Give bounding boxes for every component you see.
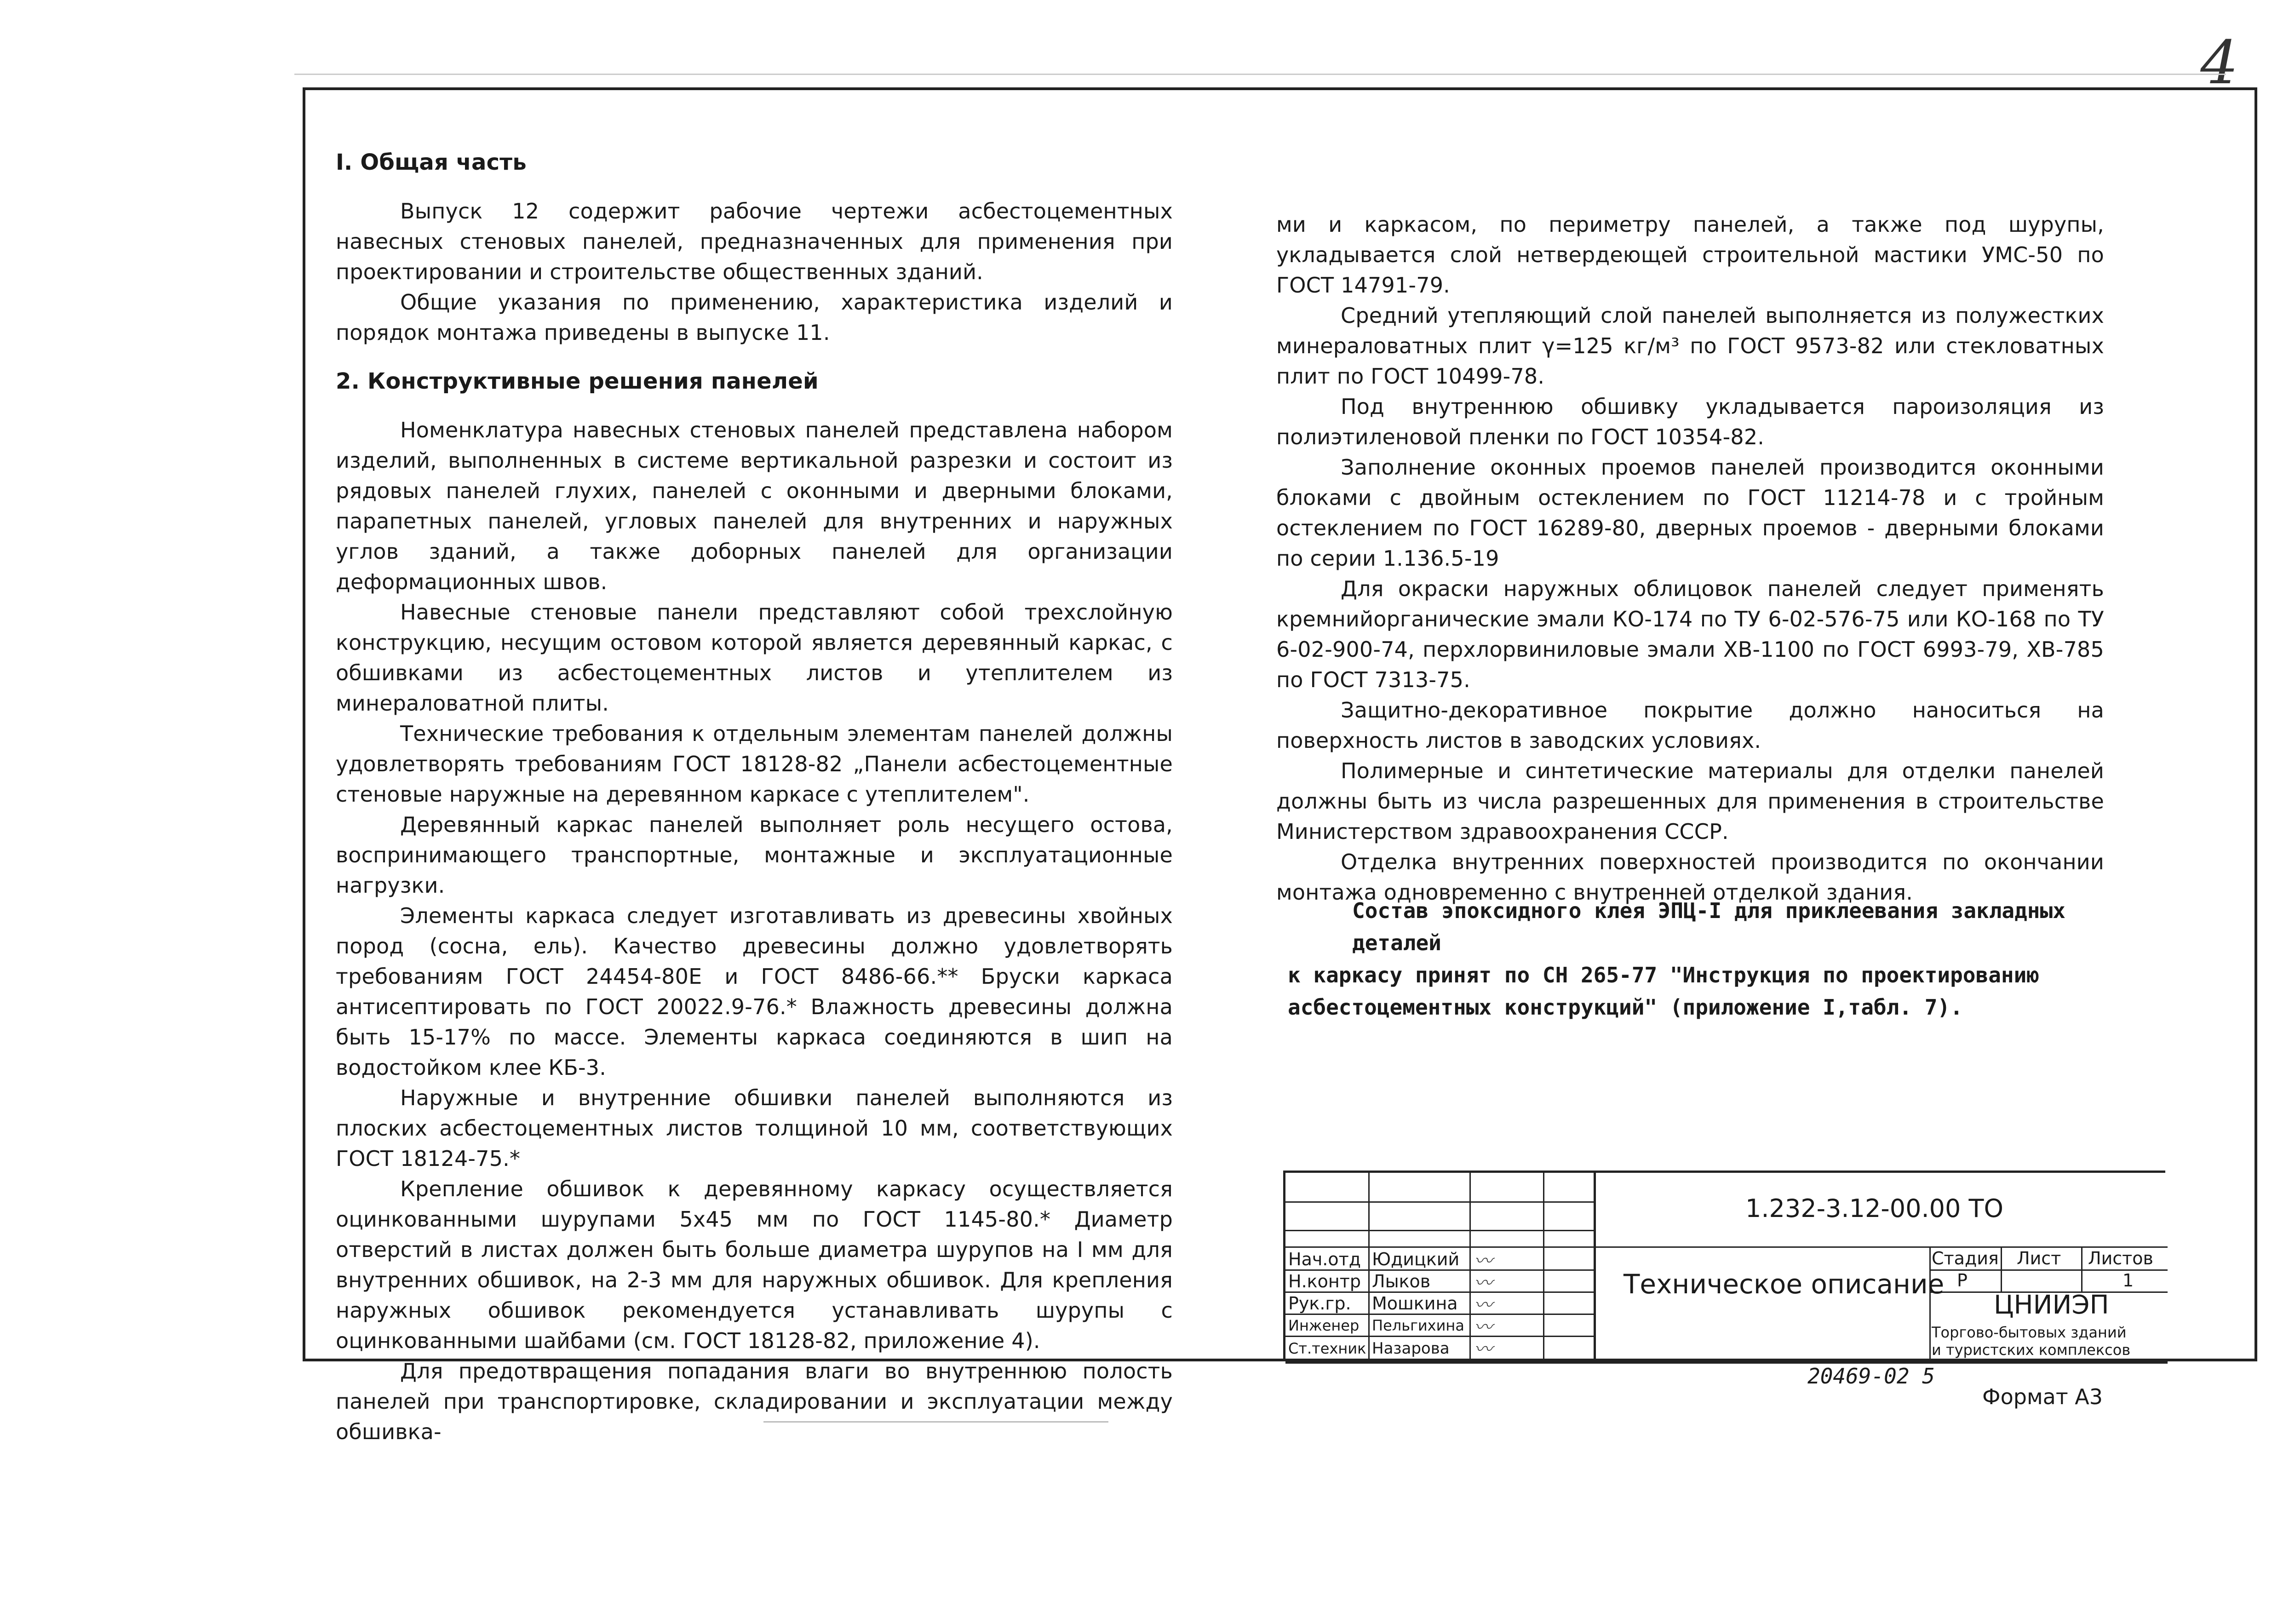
signature-icon: 〰: [1474, 1251, 1492, 1272]
glue-note-line: асбестоцементных конструкций" (приложение I,табл. 7).: [1288, 995, 1963, 1020]
paragraph: Средний утепляющий слой панелей выполняется из полужестких минераловатных плит γ=125 кг/м³ по ГОСТ 9573-82 или стекловатных плит по ГОСТ 10499-78.: [1276, 303, 2104, 389]
scan-artifact-line: [294, 74, 2226, 75]
person-name: Мошкина: [1372, 1293, 1458, 1314]
format-label: Формат А3: [1982, 1384, 2103, 1409]
role-label: Н.контр: [1288, 1271, 1361, 1291]
paragraph: Для окраски наружных облицовок панелей следует применять кремнийорганические эмали КО-174 по ТУ 6-02-576-75 или КО-168 по ТУ 6-02-900-74, перхлорвиниловые эмали ХВ-1100 по ГОСТ 6993-79, ХВ-785 по ГОСТ 7313-75.: [1276, 576, 2104, 692]
signature-icon: 〰: [1474, 1273, 1492, 1294]
paragraph: Полимерные и синтетические материалы для отделки панелей должны быть из числа разрешенных для применения в строительстве Министерством здравоохранения СССР.: [1276, 758, 2104, 844]
paragraph: Крепление обшивок к деревянному каркасу осуществляется оцинкованными шурупами 5х45 мм по ГОСТ 1145-80.* Диаметр отверстий в листах должен быть больше диаметра шурупов на I мм для внутренних обшивок, на 2-3 мм для наружных обшивок. Для крепления наружных обшивок рекомендуется устанавливать шурупы с оцинкованными шайбами (см. ГОСТ 18128-82, приложение 4).: [336, 1176, 1173, 1353]
document-code: 1.232-3.12-00.00 ТО: [1745, 1194, 2004, 1223]
person-name: Назарова: [1372, 1339, 1450, 1358]
paragraph: Номенклатура навесных стеновых панелей представлена набором изделий, выполненных в системе вертикальной разрезки и состоит из рядовых панелей глухих, панелей с оконными и дверными блоками, парапетных панелей, угловых панелей для внутренних и наружных углов зданий, а также доборных панелей для организации деформационных швов.: [336, 418, 1173, 594]
glue-note-line: к каркасу принят по СН 265-77 "Инструкция по проектированию: [1288, 963, 2039, 987]
sheet-label: Лист: [2017, 1248, 2061, 1268]
role-label: Ст.техник: [1288, 1340, 1366, 1357]
person-name: Лыков: [1372, 1271, 1431, 1291]
organization-name: ЦНИИЭП: [1994, 1290, 2109, 1320]
paragraph: Элементы каркаса следует изготавливать из древесины хвойных пород (сосна, ель). Качество древесины должно удовлетворять требованиям ГОСТ 24454-80Е и ГОСТ 8486-66.** Бруски каркаса антисептировать по ГОСТ 20022.9-76.* Влажность древесины должна быть 15-17% по массе. Элементы каркаса соединяются в шип на водостойком клее КБ-3.: [336, 903, 1173, 1080]
paragraph: Для предотвращения попадания влаги во внутреннюю полость панелей при транспортировке, складировании и эксплуатации между обшивка-: [336, 1359, 1173, 1444]
left-column: [336, 147, 1173, 1447]
paragraph: Отделка внутренних поверхностей производится по окончании монтажа одновременно с внутренней отделкой здания.: [1276, 849, 2104, 905]
role-label: Инженер: [1288, 1317, 1360, 1334]
heading-constructive: 2. Конструктивные решения панелей: [336, 368, 819, 394]
paragraph: Выпуск 12 содержит рабочие чертежи асбестоцементных навесных стеновых панелей, предназначенных для применения при проектировании и строительстве общественных зданий.: [336, 199, 1173, 284]
signature-icon: 〰: [1474, 1317, 1492, 1338]
signature-icon: 〰: [1474, 1339, 1492, 1360]
organization-subtitle: и туристских комплексов: [1932, 1341, 2131, 1359]
paragraph: Деревянный каркас панелей выполняет роль несущего остова, воспринимающего транспортные, монтажные и эксплуатационные нагрузки.: [336, 812, 1173, 898]
person-name: Юдицкий: [1372, 1249, 1460, 1269]
heading-general: I. Общая часть: [336, 149, 527, 175]
glue-note-line: Состав эпоксидного клея ЭПЦ-I для приклеевания закладных деталей: [1352, 898, 2065, 955]
paragraph: Защитно-декоративное покрытие должно наноситься на поверхность листов в заводских условиях.: [1276, 698, 2104, 753]
glue-note: [1288, 895, 2134, 1023]
organization-subtitle: Торгово-бытовых зданий: [1932, 1324, 2127, 1341]
paragraph: Заполнение оконных проемов панелей производится оконными блоками с двойным остеклением по ГОСТ 11214-78 и с тройным остеклением по ГОСТ 16289-80, дверных проемов - дверными блоками по серии 1.136.5-19: [1276, 455, 2104, 571]
paragraph: Навесные стеновые панели представляют собой трехслойную конструкцию, несущим остовом которой является деревянный каркас, с обшивками из асбестоцементных листов и утеплителем из минераловатной плиты.: [336, 600, 1173, 716]
paragraph: Под внутреннюю обшивку укладывается пароизоляция из полиэтиленовой пленки по ГОСТ 10354-82.: [1276, 394, 2104, 449]
paragraph: Технические требования к отдельным элементам панелей должны удовлетворять требованиям ГОСТ 18128-82 „Панели асбестоцементные стеновые наружные на деревянном каркасе с утеплителем".: [336, 721, 1173, 807]
paragraph: ми и каркасом, по периметру панелей, а также под шурупы, укладывается слой нетвердеющей строительной мастики УМС-50 по ГОСТ 14791-79.: [1276, 212, 2104, 298]
sheets-value: 1: [2123, 1270, 2134, 1291]
page-mark: 4: [2200, 28, 2238, 98]
stage-label: Стадия: [1932, 1248, 1999, 1268]
role-label: Нач.отд: [1288, 1249, 1361, 1269]
stage-value: Р: [1957, 1270, 1968, 1291]
role-label: Рук.гр.: [1288, 1293, 1351, 1314]
person-name: Пельгихина: [1372, 1317, 1464, 1334]
paragraph: Наружные и внутренние обшивки панелей выполняются из плоских асбестоцементных листов толщиной 10 мм, соответствующих ГОСТ 18124-75.*: [336, 1085, 1173, 1171]
paragraph: Общие указания по применению, характеристика изделий и порядок монтажа приведены в выпуске 11.: [336, 290, 1173, 345]
signature-icon: 〰: [1474, 1295, 1492, 1316]
scan-artifact-line: [763, 1421, 1108, 1423]
document-title: Техническое описание: [1624, 1268, 1945, 1300]
right-column: [1276, 209, 2104, 907]
sheets-label: Листов: [2088, 1248, 2153, 1268]
title-block: [1283, 1171, 2165, 1361]
inventory-number: 20469-02 5: [1807, 1364, 1935, 1389]
